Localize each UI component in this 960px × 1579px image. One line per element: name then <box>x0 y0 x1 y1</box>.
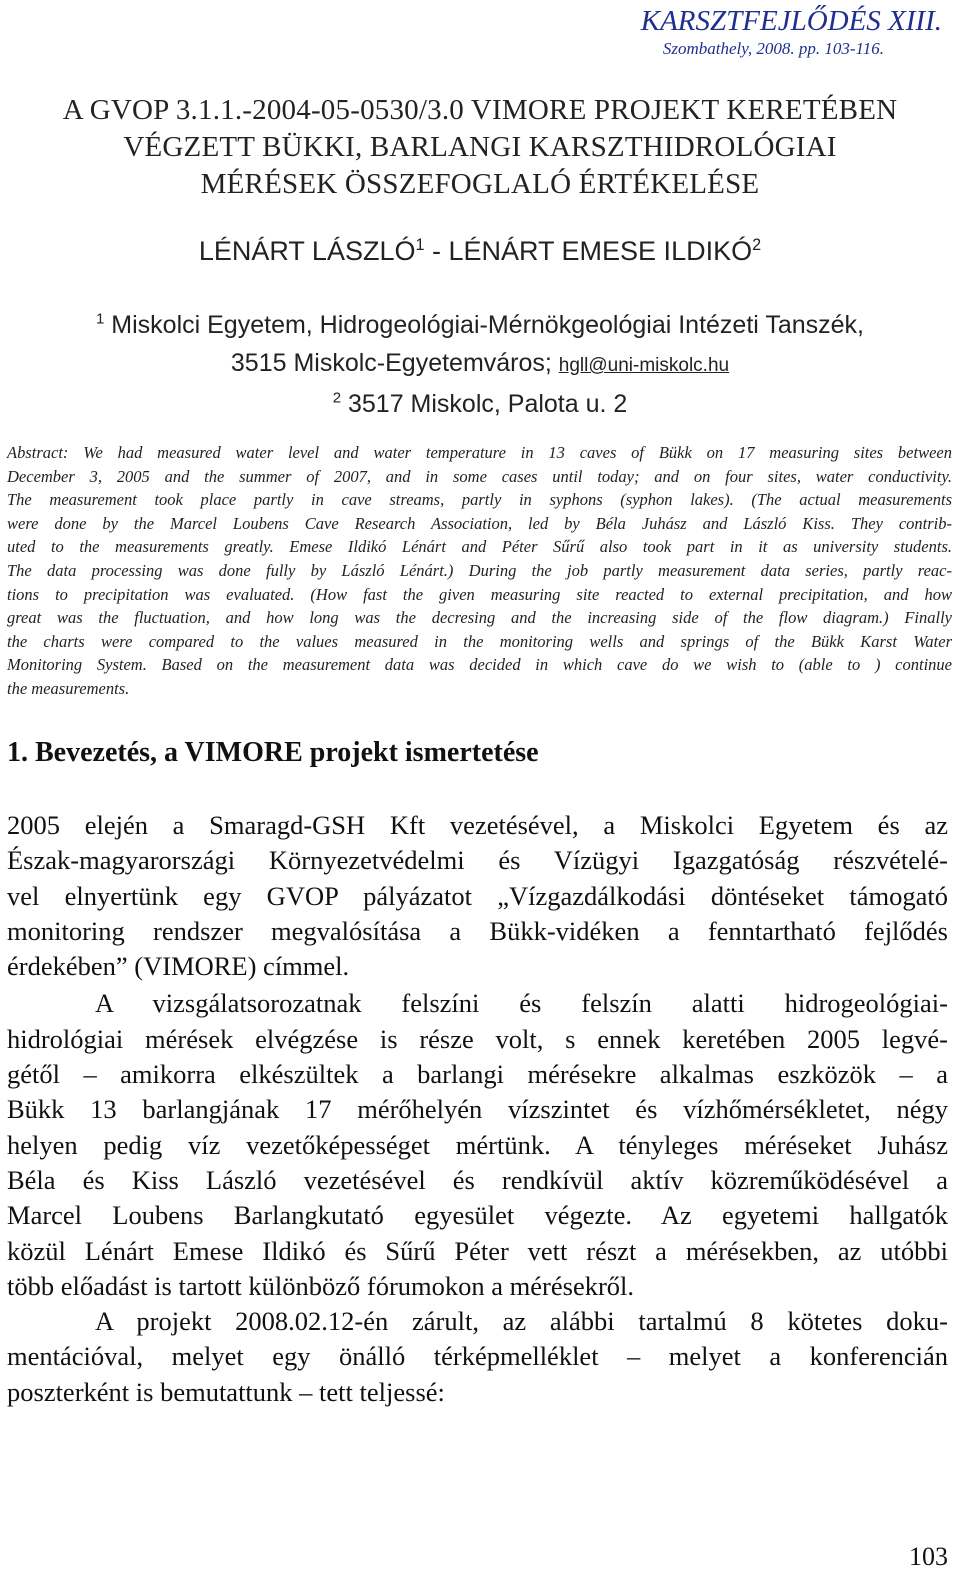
abstract-line: uted to the measurements greatly. Emese Ildikó Lénárt and Péter Sűrű also took part in it as university students. <box>7 537 952 557</box>
body-line: hidrológiai mérések elvégzése is része volt, s ennek keretében 2005 legvé- <box>7 1023 948 1054</box>
affiliation-line <box>0 344 960 385</box>
author-separator: - <box>424 236 449 266</box>
affiliation-line <box>0 306 960 344</box>
affiliation-marker: 2 <box>752 236 762 254</box>
author-name: LÉNÁRT LÁSZLÓ <box>198 236 416 266</box>
body-line: helyen pedig víz vezetőképességet mértünk. A tényleges méréseket Juhász <box>7 1129 948 1160</box>
abstract-line: the charts were compared to the values measured in the monitoring wells and springs of the Bükk Karst Water <box>7 631 952 651</box>
body-line: monitoring rendszer megvalósítása a Bükk-vidéken a fenntartható fejlődés <box>7 915 948 946</box>
affiliation-marker: 1 <box>415 236 425 254</box>
body-line: Béla és Kiss László vezetésével és rendkívül aktív közreműködésével a <box>7 1164 948 1195</box>
title-line: A GVOP 3.1.1.-2004-05-0530/3.0 VIMORE PROJEKT KERETÉBEN <box>62 94 898 126</box>
affiliation-text: 3515 Miskolc-Egyetemváros; <box>230 349 559 377</box>
abstract-line: The data processing was done fully by László Lénárt.) During the job partly measurement data series, partly reac- <box>7 560 952 580</box>
abstract-line: Abstract: We had measured water level and water temperature in 13 caves of Bükk on 17 measuring sites between <box>7 443 952 462</box>
body-line: gétől – amikorra elkészültek a barlangi mérésekre alkalmas eszközök – a <box>7 1059 948 1090</box>
body-line: érdekében” (VIMORE) címmel. <box>7 951 350 982</box>
title-line: VÉGZETT BÜKKI, BARLANGI KARSZTHIDROLÓGIAI <box>123 131 837 163</box>
abstract-line: December 3, 2005 and the summer of 2007, and in some cases until today; and on four sites, water conductivity. <box>7 466 952 486</box>
abstract-line: Monitoring System. Based on the measurement data was decided in which cave do we wish to (able to ) continue <box>7 655 952 675</box>
body-line: A vizsgálatsorozatnak felszíni és felszín alatti hidrogeológiai- <box>95 988 948 1019</box>
abstract-line: great was the fluctuation, and how long was the decresing and the increasing side of the flow diagram.) Finally <box>7 608 952 628</box>
paper-title <box>0 92 960 203</box>
body-line: 2005 elején a Smaragd-GSH Kft vezetésével, a Miskolci Egyetem és az <box>7 810 948 840</box>
abstract <box>7 441 952 701</box>
body-text <box>7 808 948 1410</box>
body-line: Észak-magyarországi Környezetvédelmi és Vízügyi Igazgatóság részvételé- <box>7 845 948 876</box>
body-line: A projekt 2008.02.12-én zárult, az alábbi tartalmú 8 kötetes doku- <box>95 1306 948 1337</box>
body-line: mentációval, melyet egy önálló térképmelléklet – melyet a konferencián <box>7 1341 948 1372</box>
abstract-line: the measurements. <box>7 678 130 698</box>
journal-header <box>641 4 942 60</box>
title-line: MÉRÉSEK ÖSSZEFOGLALÓ ÉRTÉKELÉSE <box>200 168 760 200</box>
body-line: vel elnyertünk egy GVOP pályázatot „Vízgazdálkodási döntéseket támogató <box>7 880 948 911</box>
affiliation-line <box>0 385 960 423</box>
affiliation-text: Miskolci Egyetem, Hidrogeológiai-Mérnökgeológiai Intézeti Tanszék, <box>111 311 864 339</box>
body-line: Marcel Loubens Barlangkutató egyesület végezte. Az egyetemi hallgatók <box>7 1200 948 1231</box>
abstract-line: The measurement took place partly in cave streams, partly in syphons (syphon lakes). (The actual measurements <box>7 490 952 510</box>
body-line: poszterként is bemutattunk – tett teljessé: <box>7 1376 445 1407</box>
abstract-line: were done by the Marcel Loubens Cave Research Association, led by Béla Juhász and László Kiss. They contrib- <box>7 513 952 533</box>
email-link[interactable]: hgll@uni-miskolc.hu <box>558 355 730 376</box>
body-line: Bükk 13 barlangjának 17 mérőhelyén vízszintet és vízhőmérsékletet, négy <box>7 1094 948 1125</box>
section-heading: 1. Bevezetés, a VIMORE projekt ismertetése <box>7 737 539 768</box>
author-list <box>0 236 960 267</box>
body-line: több előadást is tartott különböző fórumokon a mérésekről. <box>7 1270 635 1301</box>
affiliation-text: 3517 Miskolc, Palota u. 2 <box>347 390 628 418</box>
journal-title: KARSZTFEJLŐDÉS XIII. <box>640 5 942 37</box>
affiliations <box>0 306 960 423</box>
affiliation-marker: 2 <box>332 389 342 407</box>
journal-subtitle: Szombathely, 2008. pp. 103-116. <box>662 39 884 58</box>
abstract-line: tions to precipitation was evaluated. (How fast the given measuring site reacted to external precipitation, and how <box>7 584 952 604</box>
affiliation-marker: 1 <box>96 310 105 328</box>
body-line: közül Lénárt Emese Ildikó és Sűrű Péter vett részt a mérésekben, az utóbbi <box>7 1235 948 1266</box>
page-number: 103 <box>909 1542 948 1571</box>
author-name: LÉNÁRT EMESE ILDIKÓ <box>448 236 753 266</box>
